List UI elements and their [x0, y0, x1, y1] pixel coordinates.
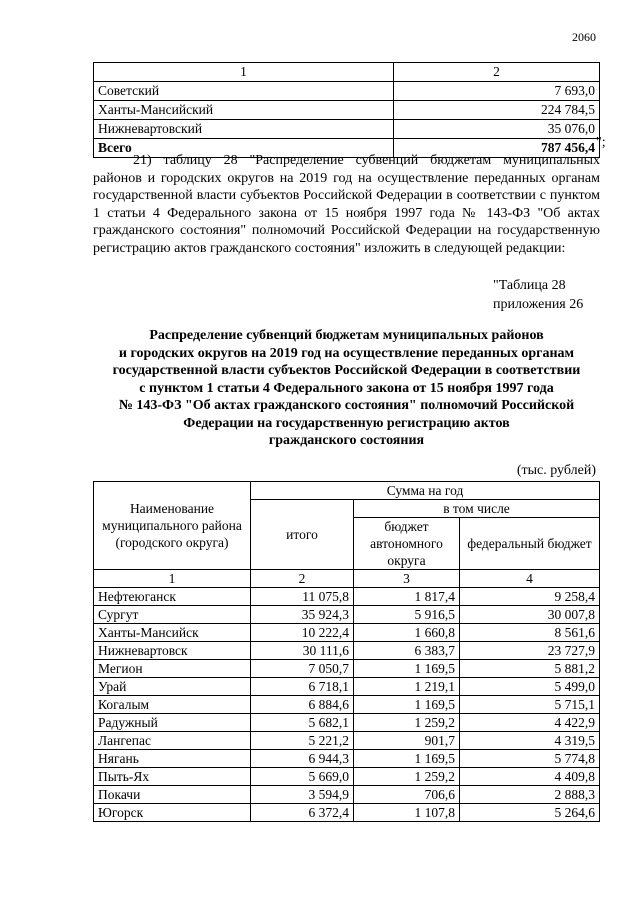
city-name: Радужный: [94, 714, 251, 732]
name-column-header: Наименование муниципального района (городского округа): [94, 482, 251, 570]
auto-budget-value: 1 219,1: [354, 678, 460, 696]
col-number: 3: [354, 570, 460, 588]
subvention-table: [93, 481, 600, 822]
total-value: 787 456,4: [394, 139, 600, 158]
city-name: Мегион: [94, 660, 251, 678]
federal-budget-value: 4 422,9: [460, 714, 600, 732]
auto-budget-value: 1 660,8: [354, 624, 460, 642]
table-row: [94, 120, 600, 139]
auto-budget-value: 1 169,5: [354, 660, 460, 678]
city-name: Когалым: [94, 696, 251, 714]
auto-budget-value: 901,7: [354, 732, 460, 750]
auto-budget-value: 1 259,2: [354, 714, 460, 732]
district-name: Советский: [94, 82, 394, 101]
table-row: [94, 642, 600, 660]
city-name: Нягань: [94, 750, 251, 768]
amendment-paragraph: 21) таблицу 28 "Распределение субвенций бюджетам муниципальных районов и городских округов на 2019 год на осуществление переданных органам государственной власти субъектов Российской Федерации в соответствии с пунктом 1 статьи 4 Федерального закона от 15 ноября 1997 года № 143-ФЗ "Об актах гражданского состояния" полномочий Российской Федерации на государственную регистрацию актов гражданского состояния" изложить в следующей редакции:: [93, 153, 600, 256]
title-line: с пунктом 1 статьи 4 Федерального закона от 15 ноября 1997 года: [139, 380, 554, 396]
federal-budget-value: 5 881,2: [460, 660, 600, 678]
table-reference: [493, 277, 583, 314]
city-name: Ханты-Мансийск: [94, 624, 251, 642]
table-row: [94, 588, 600, 606]
district-value: 35 076,0: [394, 120, 600, 139]
col-number: 4: [460, 570, 600, 588]
city-name: Урай: [94, 678, 251, 696]
district-value: 7 693,0: [394, 82, 600, 101]
federal-budget-value: 23 727,9: [460, 642, 600, 660]
total-value: 6 884,6: [251, 696, 354, 714]
total-value: 6 372,4: [251, 804, 354, 822]
units-label: (тыс. рублей): [516, 463, 596, 478]
table-header-row: [94, 63, 600, 82]
federal-budget-value: 4 319,5: [460, 732, 600, 750]
table-ref-line-2: приложения 26: [493, 296, 584, 312]
total-value: 10 222,4: [251, 624, 354, 642]
table-row: [94, 714, 600, 732]
federal-budget-value: 30 007,8: [460, 606, 600, 624]
closing-quote: ";: [596, 135, 606, 150]
table-row: [94, 82, 600, 101]
col-number-2: 2: [394, 63, 600, 82]
federal-budget-value: 4 409,8: [460, 768, 600, 786]
col-number: 1: [94, 570, 251, 588]
title-line: и городских округов на 2019 год на осуществление переданных органам: [118, 345, 575, 361]
title-line: Распределение субвенций бюджетам муниципальных районов: [149, 328, 544, 343]
table-row: [94, 804, 600, 822]
total-value: 35 924,3: [251, 606, 354, 624]
total-value: 5 682,1: [251, 714, 354, 732]
total-value: 7 050,7: [251, 660, 354, 678]
table-row: [94, 624, 600, 642]
table-row: [94, 768, 600, 786]
total-value: 30 111,6: [251, 642, 354, 660]
auto-budget-value: 706,6: [354, 786, 460, 804]
title-line: гражданского состояния: [268, 433, 425, 448]
table-row: [94, 750, 600, 768]
city-name: Сургут: [94, 606, 251, 624]
table-row: [94, 101, 600, 120]
federal-budget-column-header: федеральный бюджет: [460, 518, 600, 570]
total-value: 6 718,1: [251, 678, 354, 696]
auto-budget-value: 1 817,4: [354, 588, 460, 606]
auto-budget-value: 1 259,2: [354, 768, 460, 786]
title-line: № 143-ФЗ "Об актах гражданского состояния" полномочий Российской: [118, 398, 575, 413]
federal-budget-value: 8 561,6: [460, 624, 600, 642]
city-name: Покачи: [94, 786, 251, 804]
city-name: Пыть-Ях: [94, 768, 251, 786]
total-column-header: итого: [251, 500, 354, 570]
including-header: в том числе: [354, 500, 600, 518]
col-number: 2: [251, 570, 354, 588]
page-number: 2060: [572, 30, 596, 44]
total-value: 3 594,9: [251, 786, 354, 804]
total-value: 6 944,3: [251, 750, 354, 768]
table-row: [94, 732, 600, 750]
title-line: государственной власти субъектов Российской Федерации в соответствии: [112, 363, 581, 378]
auto-budget-value: 1 169,5: [354, 750, 460, 768]
col-number-1: 1: [94, 63, 394, 82]
district-name: Нижневартовский: [94, 120, 394, 139]
federal-budget-value: 5 774,8: [460, 750, 600, 768]
table-row: [94, 786, 600, 804]
auto-budget-value: 5 916,5: [354, 606, 460, 624]
table-title: [93, 327, 600, 450]
header-row: [94, 482, 600, 500]
title-line: Федерации на государственную регистрацию актов: [183, 415, 510, 431]
total-value: 5 669,0: [251, 768, 354, 786]
city-name: Нижневартовск: [94, 642, 251, 660]
federal-budget-value: 5 264,6: [460, 804, 600, 822]
district-name: Ханты-Мансийский: [94, 101, 394, 120]
federal-budget-value: 9 258,4: [460, 588, 600, 606]
table-row: [94, 696, 600, 714]
table-row: [94, 660, 600, 678]
city-name: Нефтеюганск: [94, 588, 251, 606]
auto-budget-value: 6 383,7: [354, 642, 460, 660]
sum-group-header: Сумма на год: [251, 482, 600, 500]
district-value: 224 784,5: [394, 101, 600, 120]
total-value: 11 075,8: [251, 588, 354, 606]
total-label: Всего: [94, 139, 394, 158]
city-name: Лангепас: [94, 732, 251, 750]
auto-budget-column-header: бюджет автономного округа: [354, 518, 460, 570]
federal-budget-value: 5 715,1: [460, 696, 600, 714]
column-number-row: [94, 570, 600, 588]
federal-budget-value: 5 499,0: [460, 678, 600, 696]
table-row: [94, 606, 600, 624]
auto-budget-value: 1 107,8: [354, 804, 460, 822]
table-ref-line-1: "Таблица 28: [493, 278, 566, 293]
city-name: Югорск: [94, 804, 251, 822]
federal-budget-value: 2 888,3: [460, 786, 600, 804]
total-value: 5 221,2: [251, 732, 354, 750]
auto-budget-value: 1 169,5: [354, 696, 460, 714]
previous-table: [93, 62, 600, 158]
table-row: [94, 678, 600, 696]
